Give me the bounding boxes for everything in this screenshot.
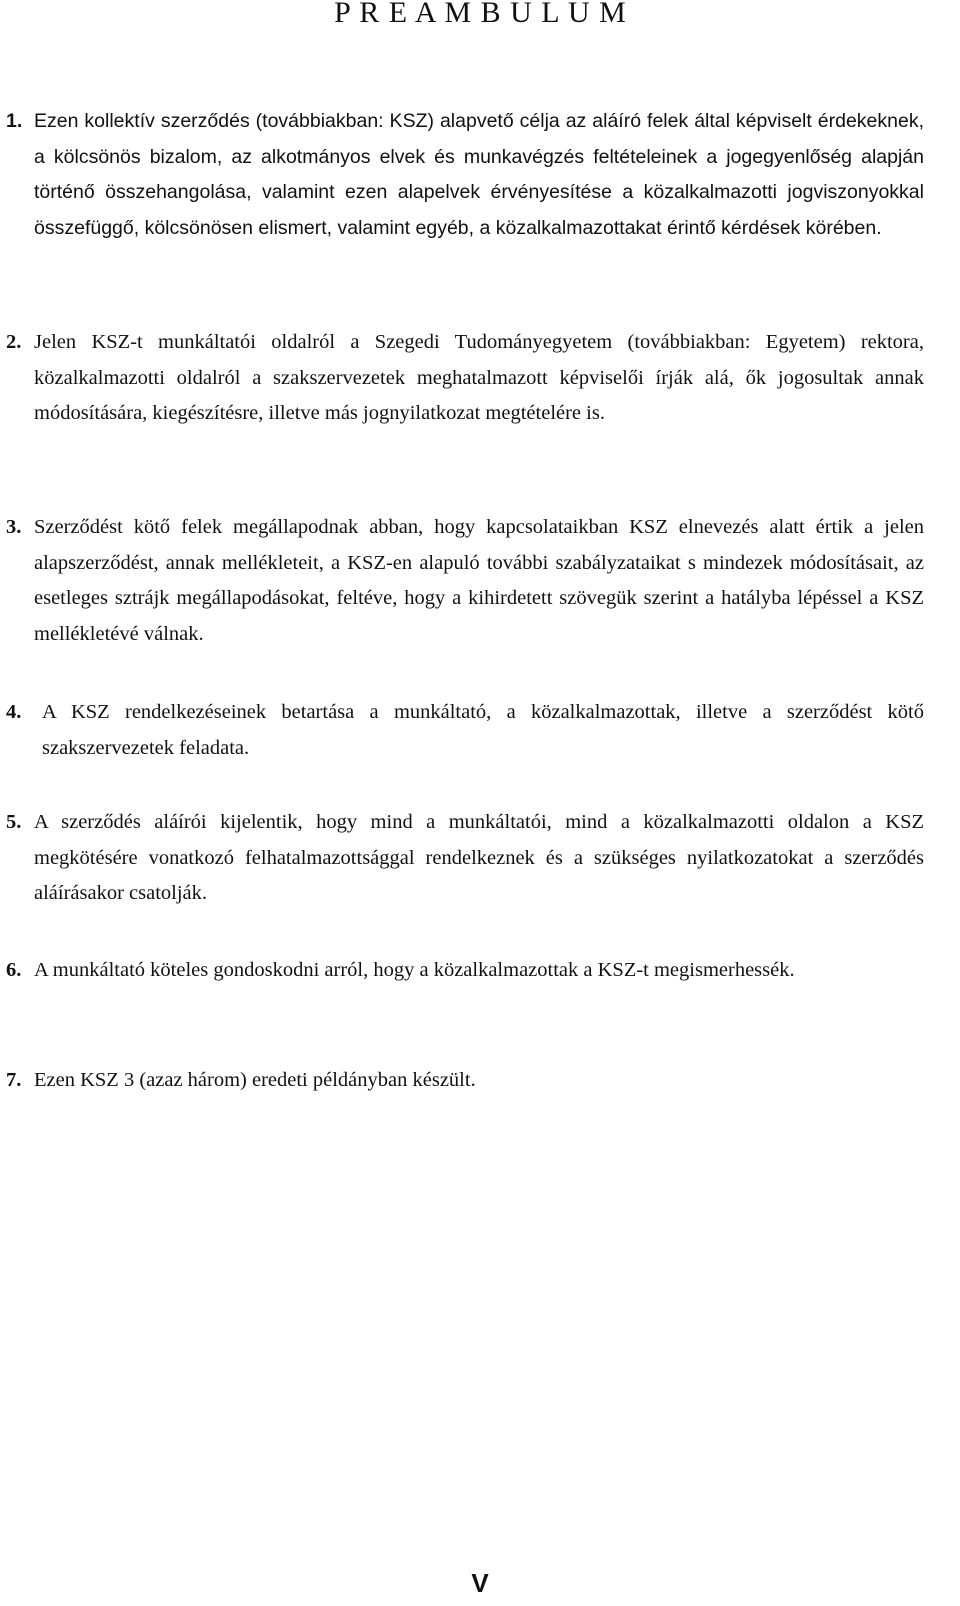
paragraph-5 [6, 805, 924, 912]
page-number: V [471, 1568, 489, 1598]
page-title: P R E A M B U L U M [334, 0, 626, 29]
paragraph-number: 7. [6, 1069, 22, 1091]
paragraph-number: 3. [6, 516, 22, 538]
paragraph-3 [6, 510, 924, 652]
paragraph-text: A munkáltató köteles gondoskodni arról, hogy a közalkalmazottak a KSZ-t megismerhessék. [34, 959, 795, 981]
paragraph-text: A KSZ rendelkezéseinek betartása a munkáltató, a közalkalmazottak, illetve a szerződést kötő szakszervezetek feladata. [42, 701, 924, 759]
paragraph-2 [6, 325, 924, 432]
paragraph-text: Jelen KSZ-t munkáltatói oldalról a Szegedi Tudományegyetem (továbbiakban: Egyetem) rektora, közalkalmazotti oldalról a szakszervezetek meghatalmazott képviselői írják alá, ők jogosultak annak módosítására, kiegészítésre, illetve más jognyilatkozat megtételére is. [34, 331, 924, 424]
paragraph-number: 1. [6, 110, 23, 132]
paragraph-number: 6. [6, 959, 22, 981]
paragraph-text: Ezen KSZ 3 (azaz három) eredeti példányban készült. [34, 1069, 476, 1091]
paragraph-1 [6, 104, 924, 246]
paragraph-6 [6, 953, 924, 989]
paragraph-7 [6, 1063, 924, 1099]
paragraph-number: 2. [6, 331, 22, 353]
paragraph-text: A szerződés aláírói kijelentik, hogy mind a munkáltatói, mind a közalkalmazotti oldalon a KSZ megkötésére vonatkozó felhatalmazottsággal rendelkeznek és a szükséges nyilatkozatokat a szerződés aláírásakor csatolják. [34, 811, 924, 904]
paragraph-text: Szerződést kötő felek megállapodnak abban, hogy kapcsolataikban KSZ elnevezés alatt értik a jelen alapszerződést, annak mellékleteit, a KSZ-en alapuló további szabályzataikat s mindezek módosításait, az esetleges sztrájk megállapodásokat, feltéve, hogy a kihirdetett szövegük szerint a hatályba lépéssel a KSZ mellékletévé válnak. [34, 516, 924, 645]
paragraph-number: 5. [6, 811, 22, 833]
paragraph-text: Ezen kollektív szerződés (továbbiakban: KSZ) alapvető célja az aláíró felek által képviselt érdekeknek, a kölcsönös bizalom, az alkotmányos elvek és munkavégzés feltételeinek a jogegyenlőség alapján történő összehangolása, valamint ezen alapelvek érvényesítése a közalkalmazotti jogviszonyokkal összefüggő, kölcsönösen elismert, valamint egyéb, a közalkalmazottakat érintő kérdések körében. [34, 110, 924, 239]
paragraph-number: 4. [6, 701, 22, 723]
paragraph-4 [6, 695, 924, 766]
